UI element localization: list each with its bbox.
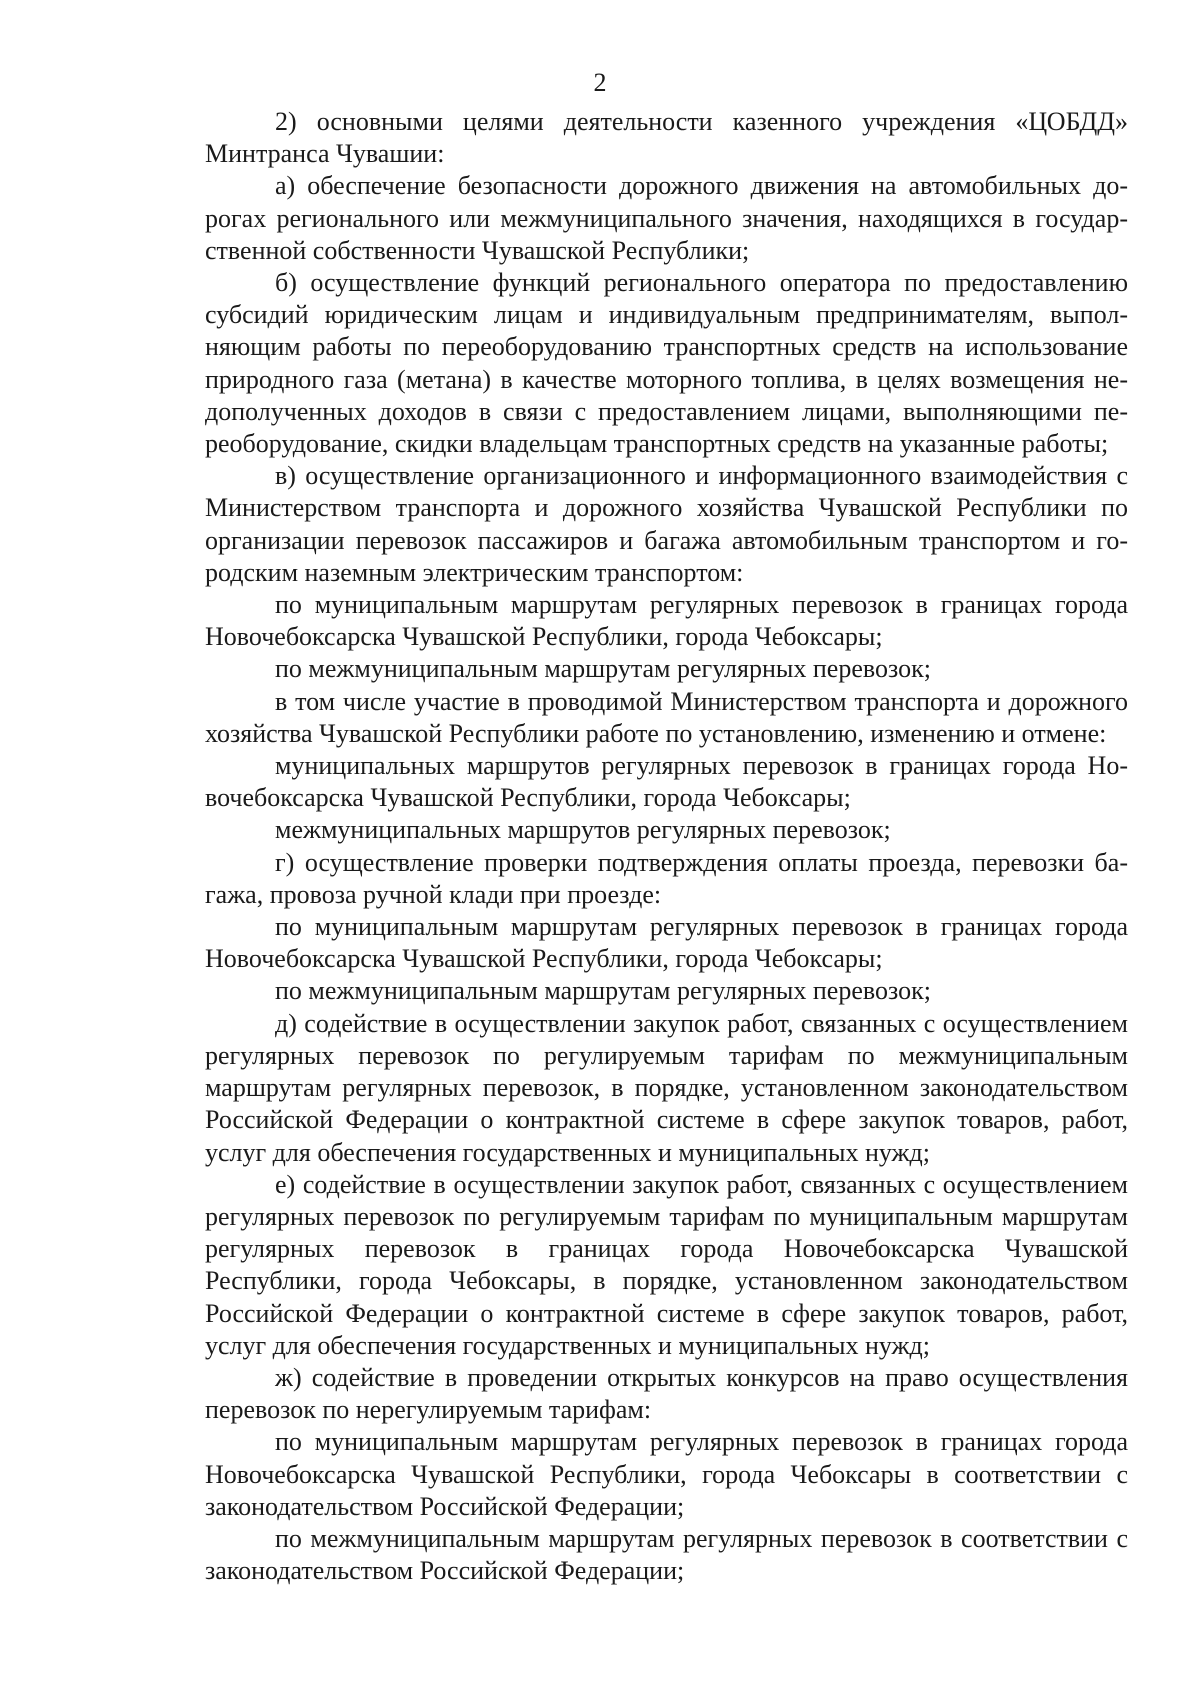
paragraph: по муниципальным маршрутам регулярных перевозок в границах города Новочебоксарска Чувашской Республики, города Чебоксары в соответствии с законодательством Российской Федерации; xyxy=(205,1427,1128,1521)
paragraph: в) осуществление организационного и информационного взаимодействия с Министерством транспорта и дорожного хозяйства Чувашской Республики по организации перевозок пассажиров и багажа автомобильным транспортом и городским наземным электрическим транспортом: xyxy=(205,461,1128,587)
paragraph: по межмуниципальным маршрутам регулярных перевозок; xyxy=(275,976,931,1006)
paragraph: в том числе участие в проводимой Министерством транспорта и дорожного хозяйства Чувашской Республики работе по установлению, изменению и отмене: xyxy=(205,686,1128,748)
paragraph: по межмуниципальным маршрутам регулярных перевозок; xyxy=(275,654,931,684)
paragraph: муниципальных маршрутов регулярных перевозок в границах города Новочебоксарска Чувашской Республики, города Чебоксары; xyxy=(205,751,1128,813)
paragraph: по муниципальным маршрутам регулярных перевозок в границах города Новочебоксарска Чувашской Республики, города Чебоксары; xyxy=(205,912,1128,974)
paragraph: 2) основными целями деятельности казенного учреждения «ЦОБДД» Минтранса Чувашии: xyxy=(205,107,1128,169)
paragraph: по межмуниципальным маршрутам регулярных перевозок в соответствии с законодательством Российской Федерации; xyxy=(205,1523,1128,1586)
paragraph: ж) содействие в проведении открытых конкурсов на право осуществления перевозок по нерегулируемым тарифам: xyxy=(205,1362,1128,1425)
document-body xyxy=(205,106,1128,1587)
paragraph: межмуниципальных маршрутов регулярных перевозок; xyxy=(275,815,891,845)
paragraph: по муниципальным маршрутам регулярных перевозок в границах города Новочебоксарска Чувашской Республики, города Чебоксары; xyxy=(205,590,1128,652)
paragraph: д) содействие в осуществлении закупок работ, связанных с осуществлением регулярных перевозок по регулируемым тарифам по межмуниципальным маршрутам регулярных перевозок, в порядке, установленном законодательством Российской Федерации о контрактной системе в сфере закупок товаров, работ, услуг для обеспечения государственных и муниципальных нужд; xyxy=(205,1008,1128,1167)
paragraph: а) обеспечение безопасности дорожного движения на автомобильных дорогах регионального или межмуниципального значения, находящихся в государственной собственности Чувашской Республики; xyxy=(205,171,1128,265)
paragraph: е) содействие в осуществлении закупок работ, связанных с осуществлением регулярных перевозок по регулируемым тарифам по муниципальным маршрутам регулярных перевозок в границах города Новочебоксарска Чувашской Республики, города Чебоксары, в порядке, установленном законодательством Российской Федерации о контрактной системе в сфере закупок товаров, работ, услуг для обеспечения государственных и муниципальных нужд; xyxy=(205,1169,1128,1360)
page-number: 2 xyxy=(593,68,607,97)
paragraph: б) осуществление функций регионального оператора по предоставлению субсидий юридическим лицам и индивидуальным предпринимателям, выполняющим работы по переоборудованию транспортных средств на использование природного газа (метана) в качестве моторного топлива, в целях возмещения недополученных доходов в связи с предоставлением лицами, выполняющими переоборудование, скидки владельцам транспортных средств на указанные работы; xyxy=(205,268,1128,459)
paragraph: г) осуществление проверки подтверждения оплаты проезда, перевозки багажа, провоза ручной клади при проезде: xyxy=(205,847,1128,909)
